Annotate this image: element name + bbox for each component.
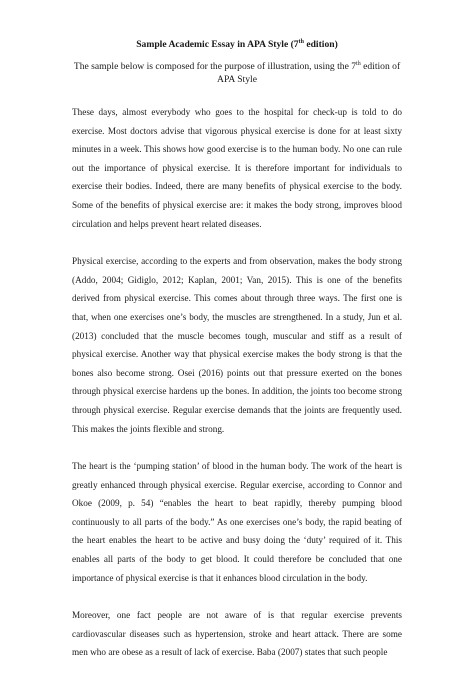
subtitle-text: The sample below is composed for the purpose of illustration, using the 7 — [73, 61, 357, 72]
document-title — [72, 38, 402, 51]
paragraph-cardiovascular: Moreover, one fact people are not aware of is that regular exercise prevents cardiovascular diseases such as hypertension, stroke and heart attack. There are some men who are obese as a result of lack of exercise. Baba (2007) states that such people — [72, 610, 402, 658]
document-page — [72, 38, 402, 681]
title-text: Sample Academic Essay in APA Style (7 — [136, 39, 299, 50]
subtitle-superscript: th — [356, 60, 361, 67]
paragraph-heart: The heart is the ‘pumping station’ of blood in the human body. The work of the heart is greatly enhanced through physical exercise. Regular exercise, according to Connor and Okoe (2009, p. 54) “enables the heart to beat rapidly, thereby pumping blood continuously to all parts of the body.” As one exercises one’s body, the rapid beating of the heart enables the heart to be active and busy doing the ‘duty’ required of it. This enables all parts of the body to get blood. It could therefore be concluded that one importance of physical exercise is that it enhances blood circulation in the body. — [72, 461, 402, 583]
title-superscript: th — [298, 38, 304, 45]
paragraph-body-strength: Physical exercise, according to the experts and from observation, makes the body strong (Addo, 2004; Gidiglo, 2012; Kaplan, 2001; Van, 2015). This is one of the benefits derived from physical exercise. This comes about through three ways. The first one is that, when one exercises one’s body, the muscles are strengthened. In a study, Jun et al. (2013) concluded that the muscle becomes tough, muscular and stiff as a result of physical exercise. Another way that physical exercise makes the body strong is that the bones also become strong. Osei (2016) points out that pressure exerted on the bones through physical exercise hardens up the bones. In addition, the joints too become strong through physical exercise. Regular exercise demands that the joints are frequently used. This makes the joints flexible and strong. — [72, 256, 402, 434]
document-subtitle — [72, 60, 402, 86]
title-text-end: edition) — [303, 39, 338, 50]
subtitle-text-end: edition of APA Style — [217, 61, 401, 85]
paragraph-intro: These days, almost everybody who goes to the hospital for check-up is told to do exercise. Most doctors advise that vigorous physical exercise is done for at least sixty minutes in a week. This shows how good exercise is to the human body. No one can rule out the importance of physical exercise. It is therefore important for individuals to exercise their bodies. Indeed, there are many benefits of physical exercise to the body. Some of the benefits of physical exercise are: it makes the body strong, improves blood circulation and helps prevent heart related diseases. — [72, 107, 402, 229]
